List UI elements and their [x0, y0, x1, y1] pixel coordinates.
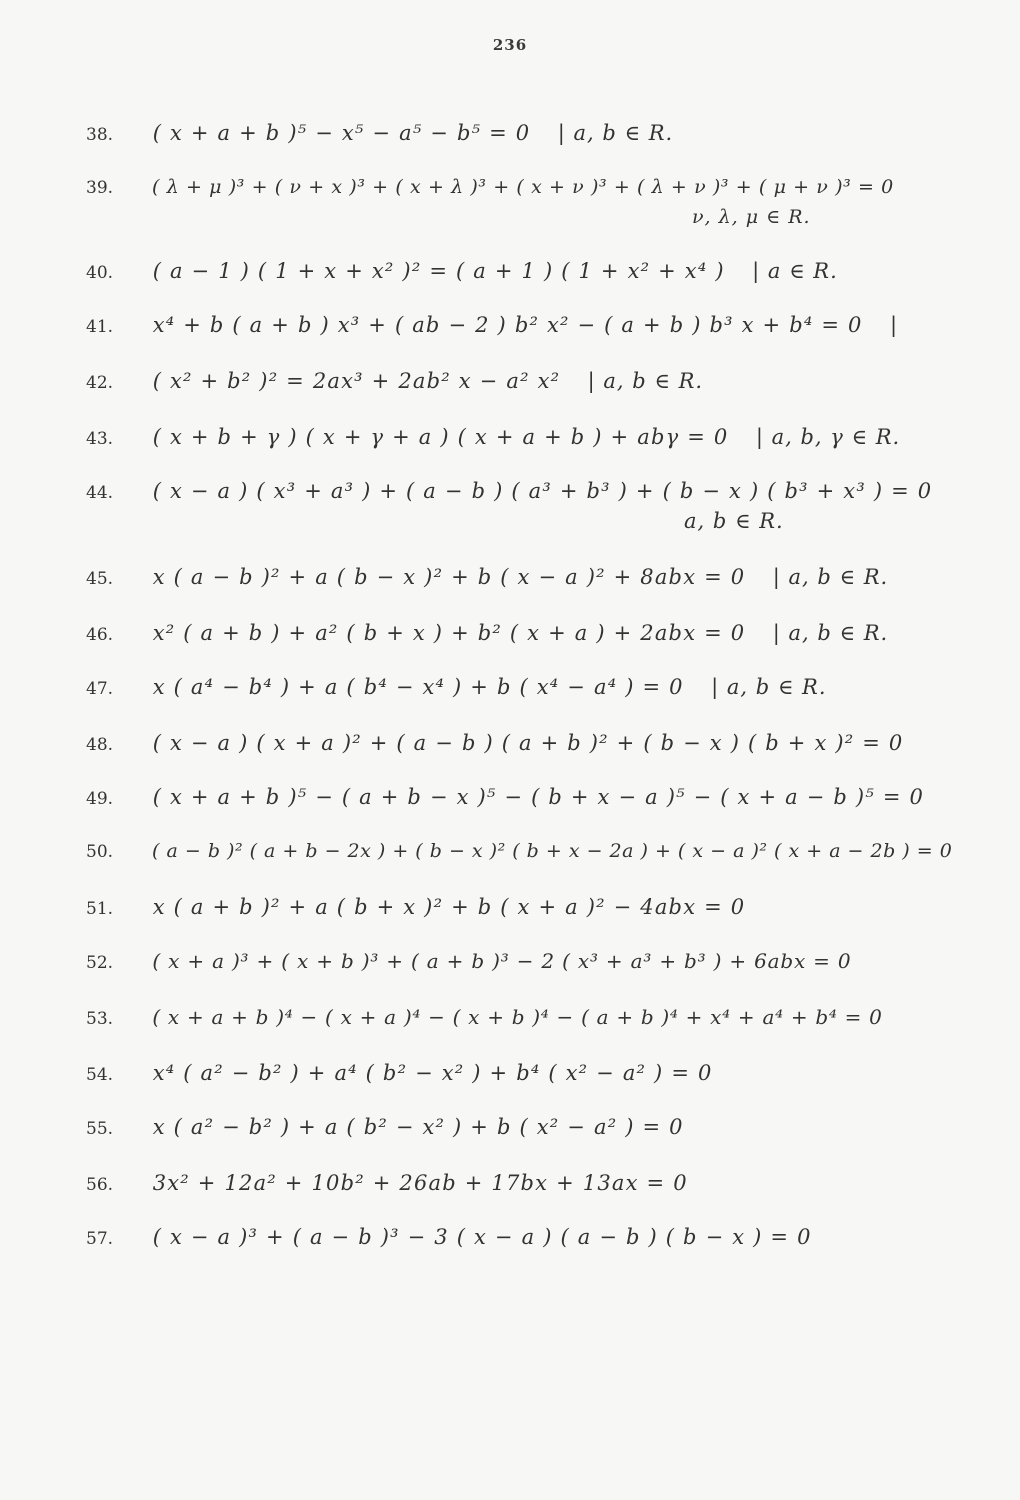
equation-50 — [86, 838, 952, 865]
equation-expression: x⁴ ( a² − b² ) + a⁴ ( b² − x² ) + b⁴ ( x² − a² ) = 0 — [152, 1061, 713, 1085]
equation-expression: x ( a − b )² + a ( b − x )² + b ( x − a )² + 8abx = 0 — [152, 565, 746, 589]
equation-expression: x ( a² − b² ) + a ( b² − x² ) + b ( x² − a² ) = 0 — [152, 1115, 684, 1139]
equation-expression: ( x + b + γ ) ( x + γ + a ) ( x + a + b ) + abγ = 0 — [152, 425, 729, 449]
equation-condition: | a, b ∈ R. — [772, 621, 889, 645]
equation-number: 38. — [86, 125, 114, 145]
equation-number: 56. — [86, 1175, 114, 1195]
equation-52 — [86, 948, 851, 976]
equation-expression: x ( a⁴ − b⁴ ) + a ( b⁴ − x⁴ ) + b ( x⁴ − a⁴ ) = 0 — [152, 675, 684, 699]
equation-condition: | a, b ∈ R. — [711, 675, 827, 699]
equation-number: 47. — [86, 679, 114, 699]
equation-48 — [86, 730, 904, 758]
equation-number: 43. — [86, 429, 114, 449]
equation-number: 46. — [86, 625, 114, 645]
equation-number: 48. — [86, 735, 114, 755]
equation-number: 53. — [86, 1009, 114, 1029]
equation-40 — [86, 258, 838, 286]
equation-condition: | a, b ∈ R. — [557, 121, 674, 145]
equation-number: 50. — [86, 842, 114, 862]
equation-number: 52. — [86, 953, 114, 973]
equation-46 — [86, 620, 888, 648]
equation-expression: x ( a + b )² + a ( b + x )² + b ( x + a )² − 4abx = 0 — [152, 895, 746, 919]
equation-number: 41. — [86, 317, 114, 337]
equation-57 — [86, 1224, 812, 1252]
equation-number: 44. — [86, 483, 114, 503]
equation-39 — [86, 174, 894, 201]
equation-47 — [86, 674, 827, 702]
equation-number: 42. — [86, 373, 114, 393]
equation-51 — [86, 894, 745, 922]
equation-38 — [86, 120, 673, 148]
equation-expression: ( x − a ) ( x + a )² + ( a − b ) ( a + b )² + ( b − x ) ( b + x )² = 0 — [152, 731, 904, 755]
equation-expression: 3x² + 12a² + 10b² + 26ab + 17bx + 13ax = 0 — [152, 1171, 688, 1195]
equation-number: 40. — [86, 263, 114, 283]
equation-39-condition: ν, λ, μ ∈ R. — [692, 206, 811, 228]
equation-56 — [86, 1170, 688, 1198]
equation-expression: ( x² + b² )² = 2ax³ + 2ab² x − a² x² — [152, 369, 561, 393]
equation-expression: ( λ + μ )³ + ( ν + x )³ + ( x + λ )³ + ( x + ν )³ + ( λ + ν )³ + ( μ + ν )³ = 0 — [152, 176, 894, 198]
equation-43 — [86, 424, 900, 452]
equation-45 — [86, 564, 888, 592]
equation-expression: x² ( a + b ) + a² ( b + x ) + b² ( x + a ) + 2abx = 0 — [152, 621, 746, 645]
equation-44-condition: a, b ∈ R. — [684, 509, 784, 533]
equation-number: 39. — [86, 178, 114, 198]
equation-number: 51. — [86, 899, 114, 919]
equation-44 — [86, 478, 932, 506]
equation-number: 55. — [86, 1119, 114, 1139]
equation-number: 57. — [86, 1229, 114, 1249]
equation-expression: ( a − 1 ) ( 1 + x + x² )² = ( a + 1 ) ( 1 + x² + x⁴ ) — [152, 259, 725, 283]
equation-expression: ( x + a + b )⁵ − x⁵ − a⁵ − b⁵ = 0 — [152, 121, 531, 145]
equation-42 — [86, 368, 703, 396]
equation-expression: x⁴ + b ( a + b ) x³ + ( ab − 2 ) b² x² − ( a + b ) b³ x + b⁴ = 0 — [152, 313, 863, 337]
page-number: 236 — [492, 36, 528, 54]
equation-expression: ( x − a ) ( x³ + a³ ) + ( a − b ) ( a³ + b³ ) + ( b − x ) ( b³ + x³ ) = 0 — [152, 479, 933, 503]
equation-53 — [86, 1004, 883, 1032]
equation-condition: | a, b, γ ∈ R. — [755, 425, 901, 449]
equation-number: 54. — [86, 1065, 114, 1085]
equation-expression: ( x − a )³ + ( a − b )³ − 3 ( x − a ) ( a − b ) ( b − x ) = 0 — [152, 1225, 812, 1249]
equation-condition: | a, b ∈ R. — [772, 565, 889, 589]
equation-41 — [86, 312, 898, 340]
equation-54 — [86, 1060, 713, 1088]
equation-expression: ( x + a + b )⁴ − ( x + a )⁴ − ( x + b )⁴ − ( a + b )⁴ + x⁴ + a⁴ + b⁴ = 0 — [152, 1005, 883, 1029]
equation-condition: | — [889, 313, 899, 337]
equation-number: 49. — [86, 789, 114, 809]
equation-number: 45. — [86, 569, 114, 589]
equation-49 — [86, 784, 924, 812]
equation-expression: ( x + a + b )⁵ − ( a + b − x )⁵ − ( b + x − a )⁵ − ( x + a − b )⁵ = 0 — [152, 785, 925, 809]
equation-condition: | a ∈ R. — [752, 259, 838, 283]
equation-condition: | a, b ∈ R. — [587, 369, 704, 393]
equation-expression: ( x + a )³ + ( x + b )³ + ( a + b )³ − 2 ( x³ + a³ + b³ ) + 6abx = 0 — [152, 949, 852, 973]
equation-expression: ( a − b )² ( a + b − 2x ) + ( b − x )² ( b + x − 2a ) + ( x − a )² ( x + a − 2b ) = 0 — [152, 840, 953, 862]
equation-55 — [86, 1114, 684, 1142]
